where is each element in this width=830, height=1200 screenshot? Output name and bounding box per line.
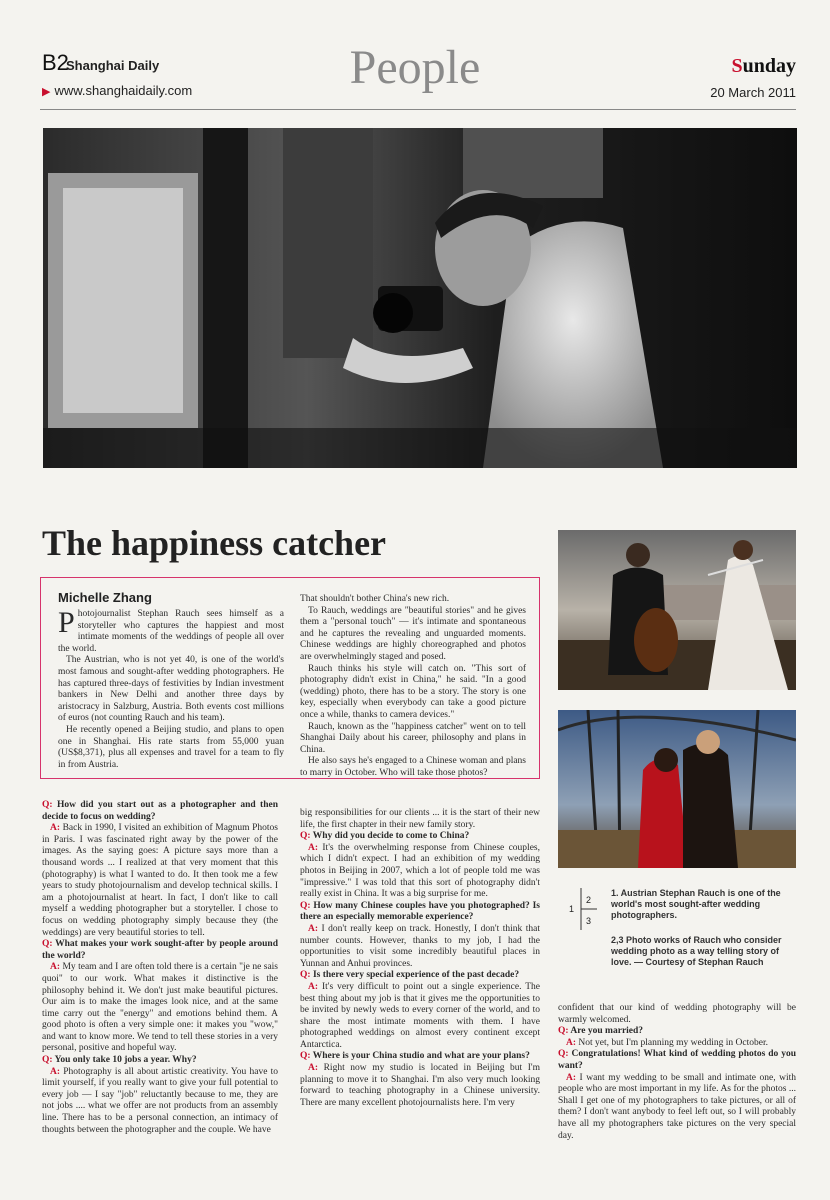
intro-paragraph: He also says he's engaged to a Chinese woman and plans to marry in October. Who will take those photos? bbox=[300, 756, 526, 778]
day-rest: unday bbox=[742, 55, 796, 77]
intro-paragraph: Rauch, known as the "happiness catcher" went on to tell Shanghai Daily about his career, philosophy and plans in China. bbox=[300, 721, 526, 755]
body-column-3 bbox=[558, 1003, 796, 1142]
intro-paragraph: That shouldn't bother China's new rich. bbox=[300, 594, 450, 604]
question bbox=[42, 939, 278, 962]
answer-label: A: bbox=[50, 1066, 64, 1077]
article-headline: The happiness catcher bbox=[42, 523, 387, 563]
wedding-photo-embrace bbox=[558, 710, 796, 868]
question-label: Q: bbox=[42, 1055, 55, 1066]
answer-text: Right now my studio is located in Beijing but I'm planning to move it to Shanghai. I'm also very much looking forward to teaching photography in a Chinese university. There are many excellent photojournalists here. I'm very bbox=[300, 1063, 540, 1108]
question bbox=[300, 970, 540, 982]
question-text: Are you married? bbox=[570, 1026, 644, 1037]
intro-paragraph: To Rauch, weddings are "beautiful stories" and he gives them a "personal touch" — it's intimate and spontaneous and he captures the revealing and unguarded moments. Chinese weddings are highly choreographed and photos are overwhelmingly staged and posed. bbox=[300, 605, 526, 662]
caption-grid-3: 3 bbox=[586, 916, 592, 926]
answer bbox=[42, 823, 278, 939]
answer-text: It's very difficult to point out a single experience. The best thing about my job is that it gives me the opportunities to be invited by newly weds to every corner of the world, and to share the most intimate moments with them. I have photographed weddings on almost every continent except Antarctica. bbox=[300, 981, 540, 1050]
intro-text: He recently opened a Beijing studio, and plans to open one in Shanghai. His rate starts from 55,000 yuan (US$8,371), plus all expenses and travel for a team to fly in from Austria. bbox=[58, 724, 284, 770]
date-label: 20 March 2011 bbox=[710, 85, 796, 100]
caption-grid-2: 2 bbox=[586, 895, 592, 905]
intro-paragraph: Rauch thinks his style will catch on. "This sort of photography didn't exist in China," he said. "In a good (wedding) photo, there has to be a story. The story is one key, especially when everybody can take a good picture once a while, thanks to camera devices." bbox=[300, 663, 526, 720]
intro-right-column bbox=[300, 594, 526, 780]
wedding-photo-cello bbox=[558, 530, 796, 690]
answer-label: A: bbox=[308, 842, 323, 853]
answer bbox=[42, 1067, 278, 1137]
body-column-1 bbox=[42, 800, 278, 1136]
question bbox=[42, 1055, 278, 1067]
question bbox=[300, 901, 540, 924]
arrow-icon: ▶ bbox=[42, 86, 51, 98]
day-label bbox=[732, 55, 797, 78]
answer bbox=[300, 924, 540, 970]
question-text: Why did you decide to come to China? bbox=[312, 831, 470, 842]
answer-text: Back in 1990, I visited an exhibition of Magnum Photos in Paris. I was fascinated right away by the power of the images. As the saying goes: A picture says more than a thousand words ... I realized at that very moment that this (photography) is what I wanted to do. It then took me a few years to study photojournalism and develop technical skills. I am a photojournalist at heart. In fact, I don't like to call myself a wedding photographer but a storyteller. I chose to focus on wedding photography simply because they (the weddings) are very beautiful stories to tell. bbox=[42, 823, 278, 938]
answer-text: It's the overwhelming response from Chinese couples, which I didn't expect. I had an exhibition of my wedding photos in Beijing in 2007, which a lot of people told me was "impressive." I was told that this sort of photography didn't really exist in China. It was a big surprise for me. bbox=[300, 842, 540, 900]
question-label: Q: bbox=[300, 900, 314, 911]
caption-grid bbox=[567, 888, 607, 932]
answer bbox=[300, 982, 540, 1052]
answer bbox=[558, 1073, 796, 1143]
answer-text: Photography is all about artistic creativity. You have to limit yourself, if you really want to give your full potential to every job — I say "job" reluctantly because to me, they are not jobs .... what we offer are not products from an assembly line. There has to be a personal connection, an intimacy of thoughts between the photographer and the couple. We have bbox=[42, 1066, 278, 1135]
question-text: Where is your China studio and what are your plans? bbox=[312, 1051, 530, 1062]
intro-paragraph bbox=[58, 725, 284, 771]
column-lead: confident that our kind of wedding photography will be warmly welcomed. bbox=[558, 1003, 796, 1025]
header-rule bbox=[40, 109, 796, 110]
answer-label: A: bbox=[308, 923, 322, 934]
answer-label: A: bbox=[566, 1037, 579, 1048]
caption-1: 1. Austrian Stephan Rauch is one of the world's most sought-after wedding photographers. bbox=[611, 888, 781, 920]
question bbox=[558, 1026, 796, 1038]
question-text: You only take 10 jobs a year. Why? bbox=[54, 1055, 197, 1066]
caption-2: 2,3 Photo works of Rauch who consider wedding photo as a way telling story of love. — Courtesy of Stephan Rauch bbox=[611, 935, 782, 967]
question-label: Q: bbox=[558, 1049, 572, 1060]
answer-text: I don't really keep on track. Honestly, I don't think that number counts. However, thanks to my job, I had the opportunities to visit some incredibly beautiful places in Yunnan and Anhui provinces. bbox=[300, 923, 540, 969]
answer-label: A: bbox=[308, 981, 322, 992]
answer-label: A: bbox=[308, 1063, 324, 1074]
answer-label: A: bbox=[566, 1072, 580, 1083]
answer-text: My team and I are often told there is a certain "je ne sais quoi" to our work. What makes it distinctive is the philosophy behind it. We don't just make beautiful pictures. Our aim is to make the images look nice, and at the same time carry out the "energy" and emotions behind them. A good photo is often a very simple one: it makes you "wow," and want to know more. We tend to tell these stories in a very personal, positive and hopeful way. bbox=[42, 962, 278, 1054]
intro-text: The Austrian, who is not yet 40, is one of the world's most famous and sought-after wedding photographers. He has captured three-days of festivities by Indian investment bankers in New Delhi and another three days by aristocracy in Salzburg, Austria. Both events cost millions of euros (not counting Rauch and his team). bbox=[58, 655, 284, 724]
question bbox=[42, 800, 278, 823]
section-title: People bbox=[349, 41, 481, 94]
intro-paragraph bbox=[58, 655, 284, 725]
question-label: Q: bbox=[42, 939, 56, 950]
column-lead: big responsibilities for our clients ... it is the start of their new life, the first chapter in their new family story. bbox=[300, 808, 540, 830]
question bbox=[300, 1051, 540, 1063]
question-label: Q: bbox=[300, 1051, 313, 1062]
page-number: B2 bbox=[42, 50, 69, 75]
answer-text: Not yet, but I'm planning my wedding in October. bbox=[578, 1037, 768, 1048]
intro-paragraph bbox=[58, 606, 284, 655]
answer-label: A: bbox=[50, 962, 63, 973]
intro-left-column bbox=[58, 606, 284, 771]
question-text: Congratulations! What kind of wedding photos do you want? bbox=[558, 1049, 796, 1071]
question-label: Q: bbox=[558, 1026, 571, 1037]
body-column-2 bbox=[300, 808, 540, 1109]
answer bbox=[300, 1063, 540, 1109]
answer bbox=[300, 843, 540, 901]
hero-photo bbox=[43, 128, 797, 468]
answer bbox=[42, 962, 278, 1055]
answer bbox=[558, 1038, 796, 1050]
question bbox=[300, 831, 540, 843]
intro-text: hotojournalist Stephan Rauch sees himself as a storyteller who captures the happiest and most intimate moments of the weddings of people all over the world. bbox=[58, 609, 284, 654]
caption-grid-1: 1 bbox=[569, 904, 575, 914]
question-text: What makes your work sought-after by people around the world? bbox=[42, 939, 278, 961]
paper-name: Shanghai Daily bbox=[66, 58, 160, 73]
question-label: Q: bbox=[42, 800, 57, 810]
question-label: Q: bbox=[300, 970, 313, 981]
question-text: How did you start out as a photographer and then decide to focus on wedding? bbox=[42, 800, 278, 822]
question-text: How many Chinese couples have you photographed? Is there an especially memorable experience? bbox=[300, 900, 540, 923]
question-text: Is there very special experience of the past decade? bbox=[312, 970, 520, 981]
question bbox=[558, 1049, 796, 1072]
byline: Michelle Zhang bbox=[58, 590, 152, 605]
website-text: www.shanghaidaily.com bbox=[54, 83, 193, 98]
question-label: Q: bbox=[300, 831, 313, 842]
answer-label: A: bbox=[50, 823, 63, 834]
day-first-letter: S bbox=[731, 55, 743, 77]
drop-cap: P bbox=[58, 606, 75, 639]
answer-text: I want my wedding to be small and intimate one, with people who are most important in my life. As for the photos ... Shall I get one of my photographers to take pictures, or all of them? I don't want anybody to feel left out, so I will probably have all my photographers take pictures on the very special day. bbox=[558, 1072, 796, 1141]
